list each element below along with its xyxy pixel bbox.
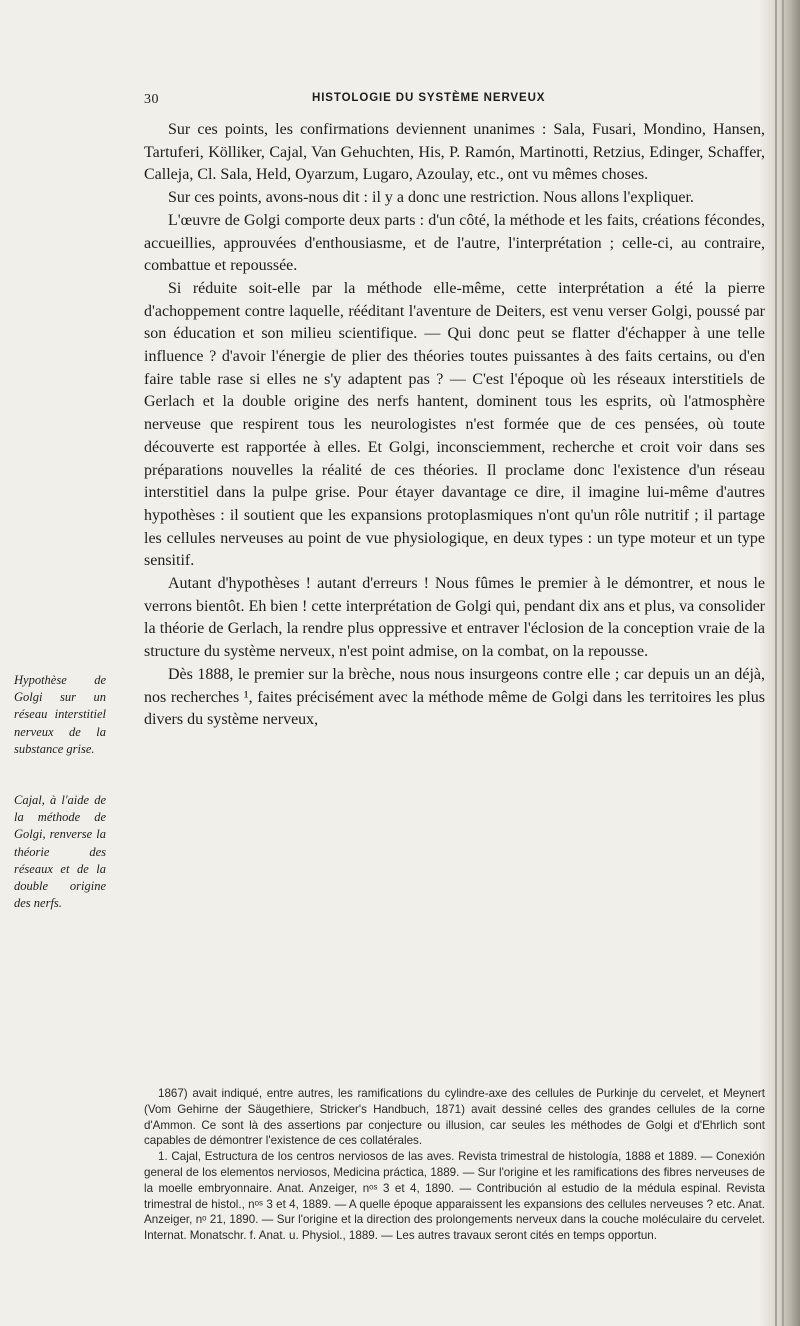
paragraph: Sur ces points, les confirmations deviennent unanimes : Sala, Fusari, Mondino, Hansen, Tartuferi, Kölliker, Cajal, Van Gehuchten, His, P. Ramón, Martinotti, Retzius, Edinger, Schaffer, Calleja, Cl. Sala, Held, Oyarzum, Lugaro, Azoulay, etc., ont vu mêmes choses.	[144, 121, 765, 184]
paragraph: Si réduite soit-elle par la méthode elle-même, cette interprétation a été la pierre d'achoppement contre laquelle, rééditant l'aventure de Deiters, est venu verser Golgi, poussé par son éducation et son milieu scientifique. — Qui donc peut se flatter d'échapper à une telle influence ? d'avoir l'énergie de plier des théories toutes puissantes à des faits certains, ou d'en faire table rase si elles ne s'y adaptent pas ? — C'est l'époque où les réseaux interstitiels de Gerlach et la double origine des nerfs hantent, dominent tous les esprits, où l'atmosphère nerveuse que respirent tous les neurologistes n'est formée que de ces pensées, où toute découverte est rapportée à elles. Et Golgi, inconsciemment, recherche et croit voir dans ses préparations nouvelles la réalité de ces théories. Il proclame donc l'existence d'un réseau interstitiel dans la pulpe grise. Pour étayer davantage ce dire, il imagine lui-même d'autres hypothèses : il soutient que les expansions protoplasmiques n'ont qu'un rôle nutritif ; il partage les cellules nerveuses au point de vue physiologique, en deux types : un type moteur et un type sensitif.	[144, 279, 765, 570]
paragraph: L'œuvre de Golgi comporte deux parts : d'un côté, la méthode et les faits, créations fécondes, accueillies, approuvées d'enthousiasme, et de l'autre, l'interprétation ; celle-ci, au contraire, combattue et repoussée.	[144, 211, 765, 275]
page-edge-shadow	[760, 0, 800, 1326]
page-edge-line	[775, 0, 777, 1326]
paragraph: Autant d'hypothèses ! autant d'erreurs ! Nous fûmes le premier à le démontrer, et nous le verrons bientôt. Eh bien ! cette interprétation de Golgi qui, pendant dix ans et plus, va consolider la théorie de Gerlach, la rendre plus oppressive et entraver l'éclosion de la conception vraie de la structure du système nerveux, n'est point admise, on la combat, on la repousse.	[144, 575, 765, 661]
page-header	[0, 92, 800, 112]
main-text	[144, 119, 765, 732]
page-edge-line	[782, 0, 784, 1326]
footnote: 1. Cajal, Estructura de los centros nerviosos de las aves. Revista trimestral de histología, 1888 et 1889. — Conexión general de los elementos nerviosos, Medicina práctica, 1889. — Sur l'origine et les ramifications des fibres nerveuses de la moelle embryonnaire. Anat. Anzeiger, nᵒˢ 3 et 4, 1890. — Contribución al estudio de la médula espinal. Revista trimestral de histol., nᵒˢ 3 et 4, 1889. — A quelle époque apparaissent les expansions des cellules nerveuses ? etc. Anat. Anzeiger, nᵒ 21, 1890. — Sur l'origine et la direction des prolongements nerveux dans la couche moléculaire du cervelet. Internat. Monatschr. f. Anat. u. Physiol., 1889. — Les autres travaux seront cités en temps opportun.	[144, 1150, 765, 1243]
running-head: HISTOLOGIE DU SYSTÈME NERVEUX	[312, 92, 546, 104]
paragraph: Dès 1888, le premier sur la brèche, nous nous insurgeons contre elle ; car depuis un an déjà, nos recherches ¹, faites précisément avec la méthode même de Golgi dans les territoires les plus divers du système nerveux,	[144, 665, 765, 729]
margin-note-cajal: Cajal, à l'aide de la méthode de Golgi, renverse la théorie des réseaux et de la double origine des nerfs.	[14, 793, 106, 911]
footnote: 1867) avait indiqué, entre autres, les ramifications du cylindre-axe des cellules de Purkinje du cervelet, et Meynert (Vom Gehirne der Säugethiere, Stricker's Handbuch, 1871) avait dessiné celles des grandes cellules de la corne d'Ammon. Ce sont là des assertions par conjecture ou illusion, car seules les méthodes de Golgi et d'Ehrlich sont capables de démontrer l'existence de ces collatérales.	[144, 1087, 765, 1148]
footnotes	[144, 1086, 765, 1244]
paragraph: Sur ces points, avons-nous dit : il y a donc une restriction. Nous allons l'expliquer.	[168, 189, 694, 207]
page-number: 30	[144, 92, 159, 107]
margin-note-golgi-hypothesis: Hypothèse de Golgi sur un réseau interstitiel nerveux de la substance grise.	[14, 673, 106, 756]
